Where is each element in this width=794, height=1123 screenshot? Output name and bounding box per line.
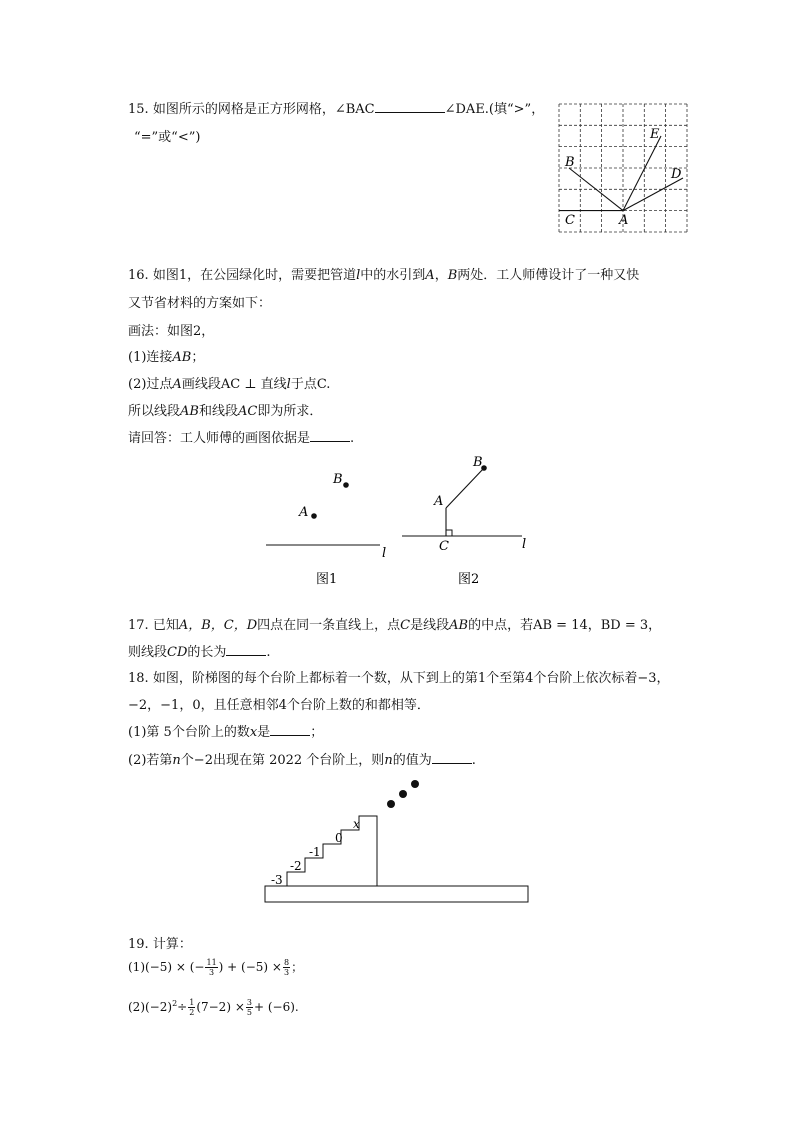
q17-text: 的长为 — [187, 645, 227, 660]
q19-text: (2)(−2) — [128, 1000, 173, 1014]
q16-text: 所以线段 — [128, 404, 181, 419]
q16-text: (1)连接 — [128, 350, 173, 365]
segment-AE — [623, 136, 661, 211]
q18-number: 18. — [128, 671, 149, 686]
frac-den: 2 — [189, 1008, 195, 1017]
label-E: E — [650, 127, 660, 142]
q15-line1 — [128, 98, 544, 117]
q19-number: 19. — [128, 937, 149, 952]
q18-part2-blank[interactable] — [432, 751, 472, 764]
q19-text: 计算： — [152, 937, 192, 952]
segment-AD — [623, 178, 683, 211]
var-C: C — [400, 618, 411, 633]
q17-text: 是线段 — [410, 618, 450, 633]
fraction-8-3 — [283, 958, 290, 977]
q16-line2: 又节省材料的方案如下： — [128, 296, 272, 311]
q16-text: 于点C. — [290, 377, 331, 392]
q18-part2 — [128, 749, 476, 768]
label-A: A — [619, 213, 629, 228]
q17-text: 的中点，若AB = 14，BD = 3， — [468, 618, 662, 633]
step-4-value: 0 — [335, 831, 343, 845]
q17-text: 四点在同一条直线上，点 — [257, 618, 401, 633]
frac-den: 3 — [209, 968, 215, 977]
q18-staircase-figure — [260, 772, 535, 908]
q18-part1-blank[interactable] — [270, 723, 310, 736]
var-A: A — [425, 268, 435, 283]
fig2-caption: 图2 — [458, 572, 480, 587]
fig1-label-A: A — [299, 505, 309, 520]
var-l: l — [356, 268, 361, 283]
var-B: B — [447, 268, 458, 283]
q19-text: ； — [291, 960, 304, 974]
var-AB: AB — [172, 350, 192, 365]
exponent: 2 — [172, 999, 178, 1008]
var-x: x — [249, 725, 258, 740]
q16-text: 如图1，在公园绿化时，需要把管道 — [152, 268, 357, 283]
fraction-3-5 — [246, 998, 253, 1017]
var-CD: CD — [167, 645, 188, 660]
fig1-label-l: l — [382, 546, 387, 561]
q18-text: 的值为 — [392, 753, 432, 768]
q17-text: . — [266, 645, 271, 660]
q16-line6 — [128, 400, 322, 419]
step-1-value: -3 — [271, 873, 283, 887]
q18-line2: −2，−1，0，且任意相邻4个台阶上数的和都相等． — [128, 698, 430, 713]
q15-text-b: ∠DAE.(填“>”， — [444, 102, 545, 117]
q16-line1 — [128, 264, 639, 283]
q18-text: (2)若第 — [128, 753, 173, 768]
q19-part1 — [128, 958, 303, 977]
var-n: n — [384, 753, 393, 768]
q17-line1 — [128, 614, 661, 633]
q16-number: 16. — [128, 268, 149, 283]
fraction-11-3 — [205, 958, 217, 977]
q16-text: 画线段AC ⊥ 直线 — [181, 377, 287, 392]
frac-num: 11 — [206, 958, 217, 967]
q16-text: 和线段 — [198, 404, 238, 419]
q15-grid-figure — [557, 102, 693, 236]
q19-text: (1)(−5) × (− — [128, 960, 205, 974]
q15-line2 — [134, 126, 200, 145]
q16-line3: 画法：如图2， — [128, 324, 215, 339]
q16-step1 — [128, 346, 204, 365]
q18-text: 是 — [257, 725, 271, 740]
q19-text: + (−6). — [253, 1000, 299, 1014]
q16-text: (2)过点 — [128, 377, 173, 392]
var-A: A — [172, 377, 182, 392]
q16-text: . — [350, 431, 355, 446]
q19-part2 — [128, 998, 299, 1017]
var-AB: AB — [449, 618, 469, 633]
q18-text: . — [471, 753, 476, 768]
q15-text-a: 如图所示的网格是正方形网格，∠BAC — [152, 102, 375, 117]
fig2-label-B: B — [473, 455, 483, 470]
q18-text: (1)第 5个台阶上的数 — [128, 725, 250, 740]
q17-text: 则线段 — [128, 645, 168, 660]
fig1-caption: 图1 — [316, 572, 338, 587]
frac-num: 3 — [246, 998, 252, 1007]
fig2-label-A: A — [434, 494, 444, 509]
frac-den: 3 — [283, 968, 290, 977]
label-C: C — [565, 213, 575, 228]
var-l: l — [286, 377, 291, 392]
q17-number: 17. — [128, 618, 149, 633]
var-AC: AC — [237, 404, 258, 419]
q16-text: 请回答：工人师傅的画图依据是 — [128, 431, 311, 446]
step-3-value: -1 — [309, 845, 321, 859]
fraction-1-2 — [188, 998, 195, 1017]
step-2-value: -2 — [290, 859, 302, 873]
label-D: D — [671, 167, 682, 182]
q17-line2 — [128, 641, 271, 660]
q16-answer-blank[interactable] — [310, 429, 350, 442]
frac-num: 8 — [283, 958, 290, 967]
fig2-label-C: C — [439, 539, 449, 554]
q19-title — [128, 933, 192, 952]
fig2-label-l: l — [522, 537, 527, 552]
q17-text: 已知 — [152, 618, 179, 633]
label-B: B — [565, 155, 575, 170]
q15-line2-text: “=”或“<”) — [134, 130, 201, 145]
q15-answer-blank[interactable] — [375, 100, 445, 113]
frac-den: 5 — [246, 1008, 252, 1017]
var-AB: AB — [180, 404, 199, 419]
q16-text: 中的水引到 — [360, 268, 426, 283]
q18-part1 — [128, 721, 323, 740]
q17-answer-blank[interactable] — [226, 643, 266, 656]
q16-text: ， — [434, 268, 448, 283]
q18-text: 个−2出现在第 2022 个台阶上，则 — [180, 753, 385, 768]
q18-line1 — [128, 667, 670, 686]
q16-text: ； — [191, 350, 205, 365]
q15-number: 15. — [128, 102, 149, 117]
q16-text: 两处．工人师傅设计了一种又快 — [457, 268, 640, 283]
step-5-value: x — [353, 817, 360, 831]
q16-text: 即为所求． — [257, 404, 323, 419]
frac-num: 1 — [189, 998, 195, 1007]
q19-text: (7−2) × — [196, 1000, 245, 1014]
q16-line7 — [128, 427, 354, 446]
fig1-label-B: B — [333, 472, 343, 487]
q18-text: 如图，阶梯图的每个台阶上都标着一个数，从下到上的第1个至第4个台阶上依次标着−3， — [152, 671, 670, 686]
q19-text: ) + (−5) × — [218, 960, 282, 974]
q18-text: ； — [310, 725, 324, 740]
q16-step2 — [128, 373, 330, 392]
q16-figures — [260, 450, 540, 590]
q19-text: ÷ — [177, 1000, 188, 1014]
var-n: n — [172, 753, 181, 768]
var-ABCD: A，B，C，D — [178, 618, 258, 633]
